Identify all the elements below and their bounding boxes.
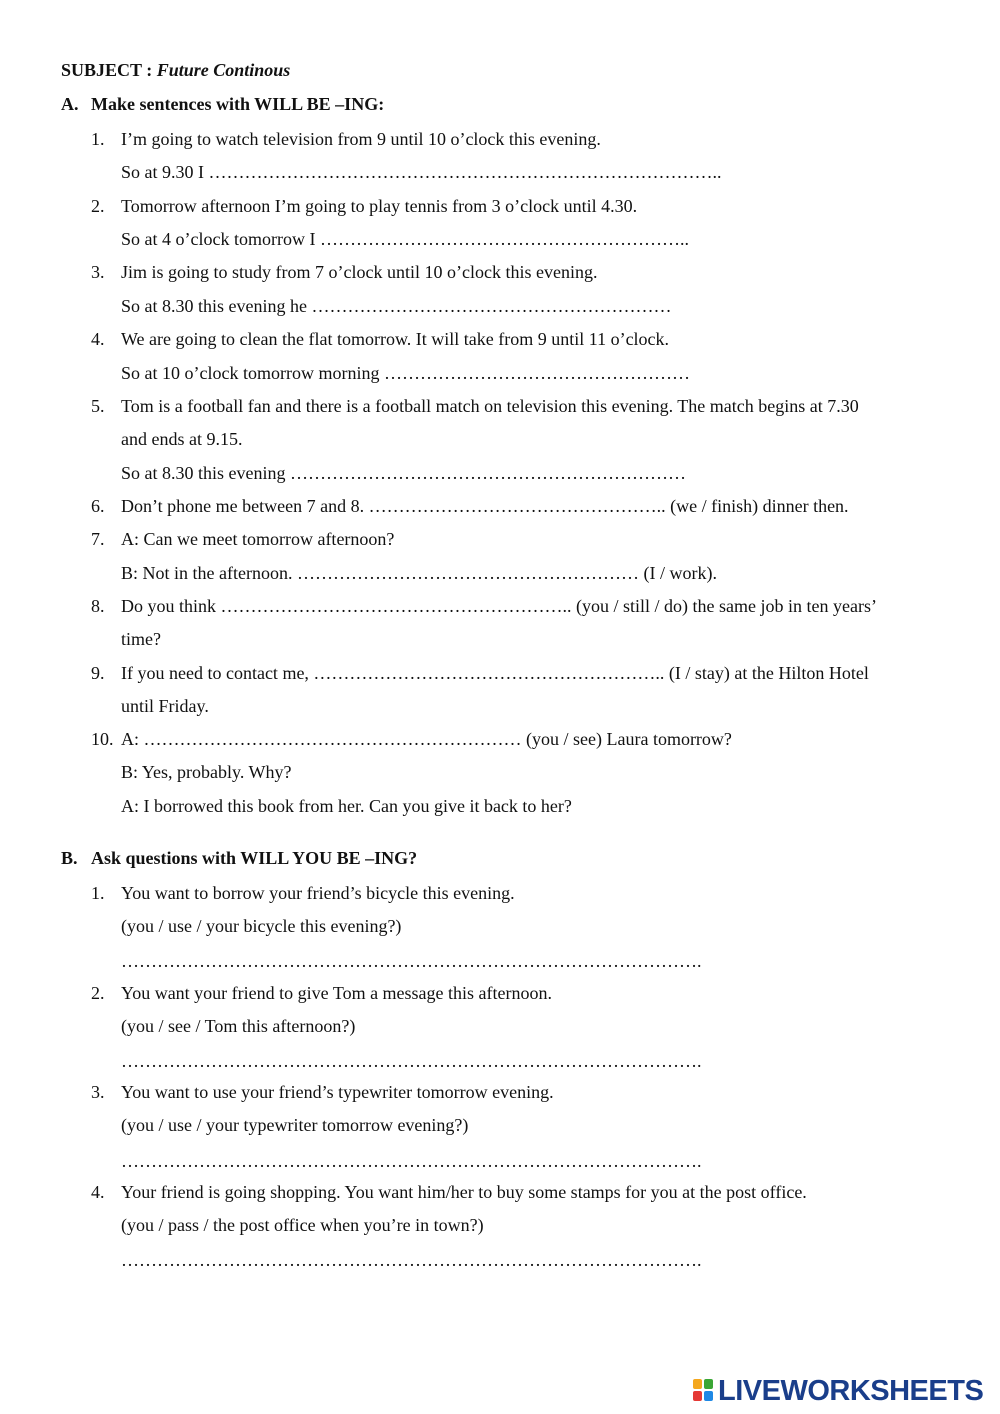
section-b-title: Ask questions with WILL YOU BE –ING? (91, 848, 418, 868)
item-text: Tomorrow afternoon I’m going to play tennis from 3 o’clock until 4.30. (121, 196, 638, 216)
answer-line[interactable]: So at 8.30 this evening ………………………………………………………… (121, 463, 686, 483)
item-text: and ends at 9.15. (121, 429, 243, 449)
logo-square-2 (704, 1379, 713, 1389)
item-number: 6. (91, 496, 105, 516)
answer-line[interactable]: So at 4 o’clock tomorrow I …………………………………………………….. (121, 229, 689, 249)
logo-square-3 (693, 1391, 702, 1401)
item-number: 4. (91, 329, 105, 349)
item-text: Tom is a football fan and there is a football match on television this evening. The match begins at 7.30 (121, 396, 859, 416)
logo-square-4 (704, 1391, 713, 1401)
item-text: Your friend is going shopping. You want him/her to buy some stamps for you at the post office. (121, 1182, 807, 1202)
answer-line[interactable]: So at 8.30 this evening he …………………………………………………… (121, 296, 672, 316)
answer-line[interactable]: ……………………………………………………………………………………. (121, 1051, 702, 1071)
item-number: 3. (91, 1082, 105, 1102)
item-text: You want your friend to give Tom a message this afternoon. (121, 983, 553, 1003)
item-number: 2. (91, 983, 105, 1003)
section-a-title: Make sentences with WILL BE –ING: (91, 94, 385, 114)
answer-line[interactable]: So at 9.30 I ………………………………………………………………………….. (121, 162, 722, 182)
section-a-letter: A. (61, 94, 79, 114)
item-text: I’m going to watch television from 9 until 10 o’clock this evening. (121, 129, 601, 149)
logo-text: LIVEWORKSHEETS (718, 1374, 984, 1407)
item-text: We are going to clean the flat tomorrow. It will take from 9 until 11 o’clock. (121, 329, 670, 349)
logo-square-1 (693, 1379, 702, 1389)
answer-line[interactable]: If you need to contact me, ………………………………………………….. (I / stay) at the Hilton Hotel (121, 663, 869, 683)
item-number: 7. (91, 529, 105, 549)
item-text: B: Yes, probably. Why? (121, 762, 292, 782)
logo-grid-icon (693, 1379, 715, 1403)
item-text: Jim is going to study from 7 o’clock until 10 o’clock this evening. (121, 262, 598, 282)
item-prompt: (you / use / your typewriter tomorrow evening?) (121, 1115, 469, 1135)
answer-line[interactable]: B: Not in the afternoon. ………………………………………………… (I / work). (121, 563, 717, 583)
answer-line[interactable]: ……………………………………………………………………………………. (121, 1151, 702, 1171)
section-b-letter: B. (61, 848, 78, 868)
item-number: 1. (91, 883, 105, 903)
liveworksheets-logo[interactable] (693, 1374, 993, 1408)
item-prompt: (you / use / your bicycle this evening?) (121, 916, 402, 936)
subject-topic: Future Continous (156, 60, 291, 80)
item-text: A: I borrowed this book from her. Can you give it back to her? (121, 796, 572, 816)
item-text: time? (121, 629, 161, 649)
item-text: until Friday. (121, 696, 209, 716)
item-text: A: Can we meet tomorrow afternoon? (121, 529, 395, 549)
answer-line[interactable]: A: ……………………………………………………… (you / see) Laura tomorrow? (121, 729, 732, 749)
item-text: You want to borrow your friend’s bicycle this evening. (121, 883, 515, 903)
subject-label: SUBJECT : (61, 60, 153, 80)
answer-line[interactable]: ……………………………………………………………………………………. (121, 951, 702, 971)
item-number: 2. (91, 196, 105, 216)
subject-heading (61, 60, 290, 81)
answer-line[interactable]: ……………………………………………………………………………………. (121, 1250, 702, 1270)
section-a-heading (61, 94, 384, 115)
answer-line[interactable]: Don’t phone me between 7 and 8. ………………………………………….. (we / finish) dinner then. (121, 496, 849, 516)
item-text: You want to use your friend’s typewriter tomorrow evening. (121, 1082, 554, 1102)
item-number: 1. (91, 129, 105, 149)
item-prompt: (you / see / Tom this afternoon?) (121, 1016, 356, 1036)
item-number: 5. (91, 396, 105, 416)
answer-line[interactable]: Do you think ………………………………………………….. (you / still / do) the same job in ten years’ (121, 596, 877, 616)
item-prompt: (you / pass / the post office when you’re in town?) (121, 1215, 484, 1235)
item-number: 9. (91, 663, 105, 683)
item-number: 4. (91, 1182, 105, 1202)
item-number: 3. (91, 262, 105, 282)
section-b-heading (61, 848, 417, 869)
item-number: 8. (91, 596, 105, 616)
answer-line[interactable]: So at 10 o’clock tomorrow morning …………………………………………… (121, 363, 690, 383)
item-number: 10. (91, 729, 114, 749)
